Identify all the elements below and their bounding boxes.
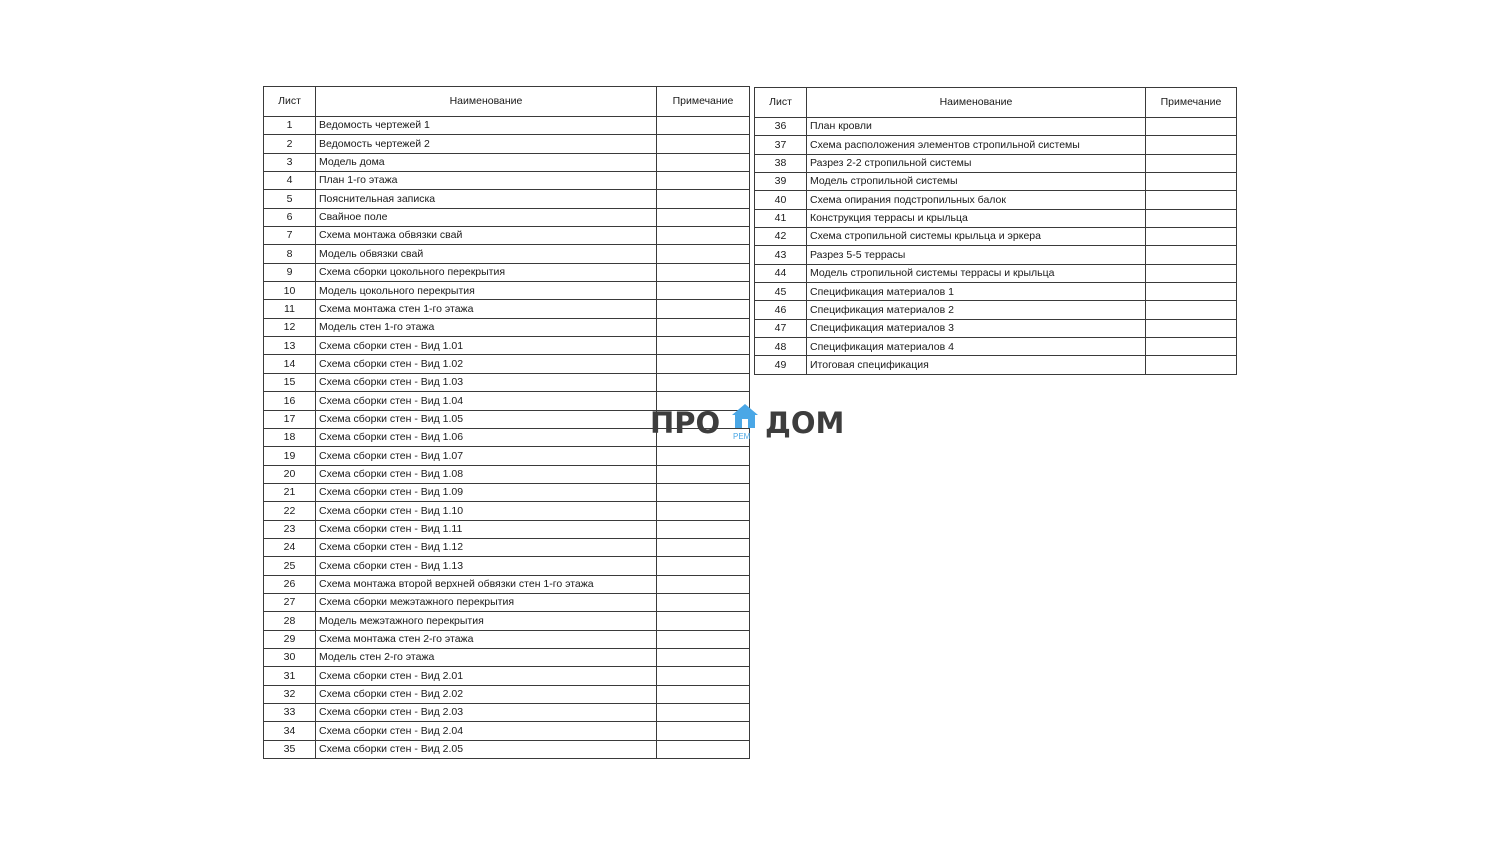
sheet-name-cell: Модель стропильной системы террасы и крыльца xyxy=(807,264,1146,282)
table-row xyxy=(755,191,1237,209)
sheet-number-cell: 46 xyxy=(755,301,807,319)
table-row xyxy=(264,172,750,190)
sheet-number-cell: 40 xyxy=(755,191,807,209)
sheet-number-cell: 26 xyxy=(264,575,316,593)
table-row xyxy=(755,246,1237,264)
note-cell xyxy=(657,208,750,226)
note-cell xyxy=(657,575,750,593)
sheet-name-cell: Свайное поле xyxy=(316,208,657,226)
sheet-number-cell: 4 xyxy=(264,172,316,190)
sheet-name-cell: Схема сборки стен - Вид 2.05 xyxy=(316,740,657,758)
table-row xyxy=(264,447,750,465)
sheet-name-cell: Схема сборки межэтажного перекрытия xyxy=(316,593,657,611)
sheet-number-cell: 35 xyxy=(264,740,316,758)
note-cell xyxy=(657,318,750,336)
sheet-number-cell: 28 xyxy=(264,612,316,630)
note-cell xyxy=(1146,191,1237,209)
sheet-name-cell: Схема сборки стен - Вид 1.11 xyxy=(316,520,657,538)
sheet-name-cell: Разрез 2-2 стропильной системы xyxy=(807,154,1146,172)
note-cell xyxy=(657,373,750,391)
sheet-number-cell: 3 xyxy=(264,153,316,171)
sheet-name-cell: Конструкция террасы и крыльца xyxy=(807,209,1146,227)
table-row xyxy=(264,355,750,373)
table-row xyxy=(755,283,1237,301)
table-row xyxy=(264,318,750,336)
sheet-number-cell: 43 xyxy=(755,246,807,264)
note-cell xyxy=(657,593,750,611)
sheet-number-cell: 9 xyxy=(264,263,316,281)
table-row xyxy=(264,263,750,281)
sheet-number-cell: 13 xyxy=(264,337,316,355)
table-row xyxy=(264,704,750,722)
note-cell xyxy=(657,722,750,740)
sheet-name-cell: Схема сборки стен - Вид 1.03 xyxy=(316,373,657,391)
sheet-name-cell: Разрез 5-5 террасы xyxy=(807,246,1146,264)
table-row xyxy=(264,245,750,263)
logo-subtitle: РЕМ xyxy=(733,432,751,441)
table-row xyxy=(264,282,750,300)
note-cell xyxy=(657,337,750,355)
note-cell xyxy=(657,538,750,556)
table-body-right xyxy=(755,118,1237,375)
sheet-number-cell: 7 xyxy=(264,227,316,245)
table-row xyxy=(264,612,750,630)
note-cell xyxy=(657,447,750,465)
table-row xyxy=(755,319,1237,337)
sheet-name-cell: Схема сборки стен - Вид 2.03 xyxy=(316,704,657,722)
sheet-number-cell: 41 xyxy=(755,209,807,227)
sheet-name-cell: Схема сборки стен - Вид 2.04 xyxy=(316,722,657,740)
note-cell xyxy=(1146,118,1237,136)
sheet-name-cell: Схема расположения элементов стропильной системы xyxy=(807,136,1146,154)
sheet-number-cell: 45 xyxy=(755,283,807,301)
sheet-number-cell: 21 xyxy=(264,483,316,501)
table-row xyxy=(755,301,1237,319)
note-cell xyxy=(657,227,750,245)
table-row xyxy=(755,264,1237,282)
table-row xyxy=(264,483,750,501)
sheet-number-cell: 38 xyxy=(755,154,807,172)
sheet-name-cell: Модель стропильной системы xyxy=(807,173,1146,191)
sheet-name-cell: Схема монтажа второй верхней обвязки стен 1-го этажа xyxy=(316,575,657,593)
table-row xyxy=(264,227,750,245)
sheet-name-cell: Схема монтажа стен 1-го этажа xyxy=(316,300,657,318)
prodom-logo xyxy=(650,402,850,444)
sheet-name-cell: Схема сборки стен - Вид 1.12 xyxy=(316,538,657,556)
header-note: Примечание xyxy=(1146,88,1237,118)
table-row xyxy=(264,135,750,153)
note-cell xyxy=(657,245,750,263)
note-cell xyxy=(1146,356,1237,374)
sheet-number-cell: 34 xyxy=(264,722,316,740)
note-cell xyxy=(657,483,750,501)
table-row xyxy=(264,337,750,355)
note-cell xyxy=(657,135,750,153)
note-cell xyxy=(1146,338,1237,356)
sheet-number-cell: 24 xyxy=(264,538,316,556)
header-name: Наименование xyxy=(316,87,657,117)
sheet-name-cell: Схема сборки стен - Вид 1.05 xyxy=(316,410,657,428)
sheet-name-cell: Модель обвязки свай xyxy=(316,245,657,263)
sheet-name-cell: Спецификация материалов 3 xyxy=(807,319,1146,337)
sheet-number-cell: 11 xyxy=(264,300,316,318)
logo-word-dom: ДОМ xyxy=(765,406,845,440)
table-row xyxy=(755,173,1237,191)
sheet-name-cell: Модель межэтажного перекрытия xyxy=(316,612,657,630)
sheet-name-cell: Спецификация материалов 4 xyxy=(807,338,1146,356)
note-cell xyxy=(657,153,750,171)
note-cell xyxy=(657,667,750,685)
note-cell xyxy=(1146,319,1237,337)
note-cell xyxy=(1146,301,1237,319)
sheet-number-cell: 44 xyxy=(755,264,807,282)
sheet-number-cell: 39 xyxy=(755,173,807,191)
table-header-row xyxy=(264,87,750,117)
sheet-name-cell: Схема монтажа обвязки свай xyxy=(316,227,657,245)
sheet-number-cell: 22 xyxy=(264,502,316,520)
sheet-number-cell: 31 xyxy=(264,667,316,685)
table-row xyxy=(755,356,1237,374)
note-cell xyxy=(657,685,750,703)
sheet-name-cell: Схема сборки стен - Вид 1.13 xyxy=(316,557,657,575)
sheet-name-cell: Схема сборки стен - Вид 1.06 xyxy=(316,428,657,446)
sheet-number-cell: 32 xyxy=(264,685,316,703)
sheet-number-cell: 47 xyxy=(755,319,807,337)
sheet-number-cell: 37 xyxy=(755,136,807,154)
table-row xyxy=(264,208,750,226)
table-row xyxy=(264,538,750,556)
sheet-number-cell: 5 xyxy=(264,190,316,208)
sheet-number-cell: 30 xyxy=(264,648,316,666)
header-name: Наименование xyxy=(807,88,1146,118)
table-row xyxy=(264,630,750,648)
sheet-name-cell: Схема сборки стен - Вид 2.02 xyxy=(316,685,657,703)
table-row xyxy=(264,575,750,593)
sheet-number-cell: 17 xyxy=(264,410,316,428)
sheet-number-cell: 36 xyxy=(755,118,807,136)
drawings-list-table-right xyxy=(754,87,1237,375)
sheet-number-cell: 20 xyxy=(264,465,316,483)
table-row xyxy=(755,154,1237,172)
table-row xyxy=(755,228,1237,246)
sheet-number-cell: 18 xyxy=(264,428,316,446)
note-cell xyxy=(657,172,750,190)
table-row xyxy=(264,593,750,611)
sheet-name-cell: Схема сборки стен - Вид 1.08 xyxy=(316,465,657,483)
table-row xyxy=(264,502,750,520)
table-row xyxy=(264,740,750,758)
logo-word-pro: ПРО xyxy=(650,406,721,440)
sheet-name-cell: Ведомость чертежей 2 xyxy=(316,135,657,153)
note-cell xyxy=(657,502,750,520)
sheet-name-cell: Пояснительная записка xyxy=(316,190,657,208)
table-row xyxy=(755,136,1237,154)
sheet-name-cell: Схема сборки стен - Вид 2.01 xyxy=(316,667,657,685)
sheet-number-cell: 12 xyxy=(264,318,316,336)
table-row xyxy=(264,465,750,483)
sheet-name-cell: Ведомость чертежей 1 xyxy=(316,117,657,135)
sheet-name-cell: Схема сборки стен - Вид 1.09 xyxy=(316,483,657,501)
sheet-number-cell: 2 xyxy=(264,135,316,153)
note-cell xyxy=(1146,173,1237,191)
sheet-number-cell: 29 xyxy=(264,630,316,648)
sheet-number-cell: 6 xyxy=(264,208,316,226)
table-row xyxy=(264,685,750,703)
sheet-name-cell: Спецификация материалов 1 xyxy=(807,283,1146,301)
note-cell xyxy=(657,630,750,648)
sheet-number-cell: 15 xyxy=(264,373,316,391)
sheet-number-cell: 1 xyxy=(264,117,316,135)
note-cell xyxy=(657,612,750,630)
note-cell xyxy=(1146,154,1237,172)
table-row xyxy=(264,117,750,135)
sheet-number-cell: 48 xyxy=(755,338,807,356)
table-row xyxy=(264,373,750,391)
note-cell xyxy=(657,117,750,135)
sheet-number-cell: 33 xyxy=(264,704,316,722)
table-row xyxy=(264,153,750,171)
sheet-number-cell: 19 xyxy=(264,447,316,465)
sheet-name-cell: Модель цокольного перекрытия xyxy=(316,282,657,300)
table-row xyxy=(755,118,1237,136)
sheet-name-cell: Схема сборки цокольного перекрытия xyxy=(316,263,657,281)
sheet-name-cell: Модель дома xyxy=(316,153,657,171)
header-sheet: Лист xyxy=(755,88,807,118)
note-cell xyxy=(1146,283,1237,301)
sheet-name-cell: Модель стен 2-го этажа xyxy=(316,648,657,666)
note-cell xyxy=(1146,136,1237,154)
sheet-name-cell: План кровли xyxy=(807,118,1146,136)
note-cell xyxy=(657,557,750,575)
sheet-name-cell: Схема сборки стен - Вид 1.02 xyxy=(316,355,657,373)
note-cell xyxy=(1146,246,1237,264)
sheet-number-cell: 10 xyxy=(264,282,316,300)
table-row xyxy=(264,722,750,740)
note-cell xyxy=(1146,228,1237,246)
note-cell xyxy=(1146,209,1237,227)
sheet-name-cell: Спецификация материалов 2 xyxy=(807,301,1146,319)
table-row xyxy=(264,520,750,538)
sheet-number-cell: 14 xyxy=(264,355,316,373)
sheet-name-cell: Схема стропильной системы крыльца и эркера xyxy=(807,228,1146,246)
table-header-row xyxy=(755,88,1237,118)
sheet-name-cell: Итоговая спецификация xyxy=(807,356,1146,374)
note-cell xyxy=(657,704,750,722)
table-row xyxy=(755,338,1237,356)
note-cell xyxy=(657,190,750,208)
table-row xyxy=(264,300,750,318)
note-cell xyxy=(657,465,750,483)
sheet-name-cell: Схема сборки стен - Вид 1.01 xyxy=(316,337,657,355)
sheet-name-cell: Схема опирания подстропильных балок xyxy=(807,191,1146,209)
note-cell xyxy=(657,740,750,758)
table-row xyxy=(264,190,750,208)
sheet-name-cell: Схема сборки стен - Вид 1.07 xyxy=(316,447,657,465)
sheet-name-cell: Модель стен 1-го этажа xyxy=(316,318,657,336)
table-row xyxy=(264,648,750,666)
sheet-number-cell: 27 xyxy=(264,593,316,611)
note-cell xyxy=(1146,264,1237,282)
sheet-number-cell: 25 xyxy=(264,557,316,575)
sheet-number-cell: 16 xyxy=(264,392,316,410)
header-sheet: Лист xyxy=(264,87,316,117)
note-cell xyxy=(657,520,750,538)
sheet-number-cell: 49 xyxy=(755,356,807,374)
table-row xyxy=(264,557,750,575)
sheet-number-cell: 42 xyxy=(755,228,807,246)
sheet-number-cell: 8 xyxy=(264,245,316,263)
sheet-name-cell: Схема монтажа стен 2-го этажа xyxy=(316,630,657,648)
note-cell xyxy=(657,282,750,300)
table-row xyxy=(264,667,750,685)
house-icon xyxy=(730,402,760,430)
note-cell xyxy=(657,263,750,281)
sheet-number-cell: 23 xyxy=(264,520,316,538)
sheet-name-cell: План 1-го этажа xyxy=(316,172,657,190)
sheet-name-cell: Схема сборки стен - Вид 1.10 xyxy=(316,502,657,520)
note-cell xyxy=(657,648,750,666)
note-cell xyxy=(657,300,750,318)
note-cell xyxy=(657,355,750,373)
header-note: Примечание xyxy=(657,87,750,117)
table-row xyxy=(755,209,1237,227)
sheet-name-cell: Схема сборки стен - Вид 1.04 xyxy=(316,392,657,410)
